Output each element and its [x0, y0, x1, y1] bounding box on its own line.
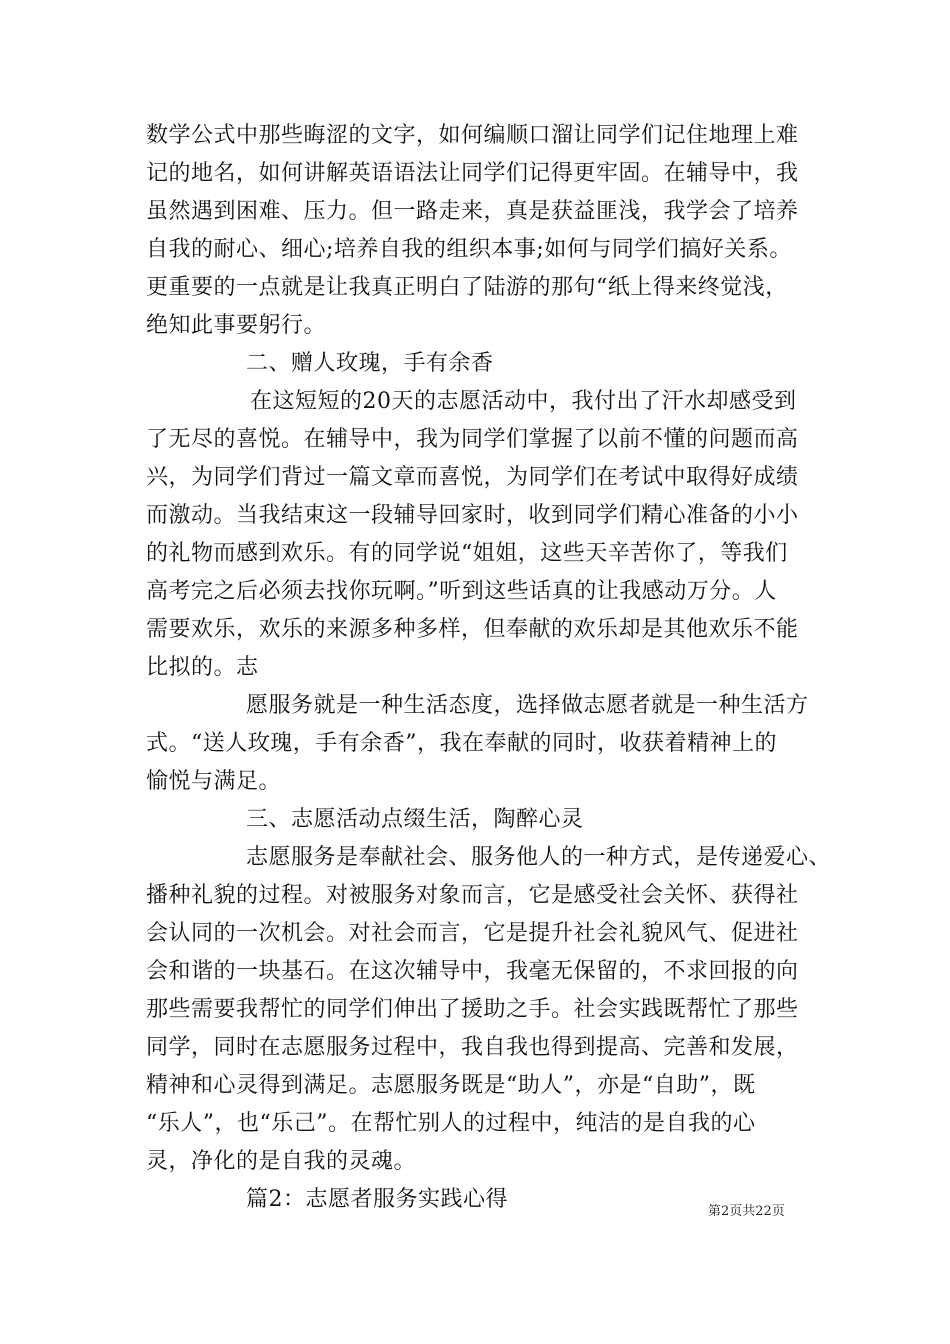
text-line: 更重要的一点就是让我真正明白了陆游的那句“纸上得来终觉浅， [146, 275, 788, 300]
section-heading: 三、志愿活动点缀生活，陶醉心灵 [246, 807, 584, 832]
text-line: 同学，同时在志愿服务过程中，我自我也得到提高、完善和发展， [146, 1035, 799, 1060]
text-line: 式。“送人玫瑰，手有余香”，我在奉献的同时，收获着精神上的 [146, 731, 777, 756]
text-line: 灵，净化的是自我的灵魂。 [146, 1149, 417, 1174]
article-heading: 篇2：志愿者服务实践心得 [246, 1187, 508, 1212]
text-line: 了无尽的喜悦。在辅导中，我为同学们掌握了以前不懂的问题而高 [146, 427, 799, 452]
text-line: 数学公式中那些晦涩的文字，如何编顺口溜让同学们记住地理上难 [146, 123, 799, 148]
text-line: 绝知此事要躬行。 [146, 313, 327, 338]
text-line: 愉悦与满足。 [146, 769, 282, 794]
section-heading: 二、赠人玫瑰，手有余香 [246, 351, 494, 376]
text-line: 兴，为同学们背过一篇文章而喜悦，为同学们在考试中取得好成绩 [146, 465, 799, 490]
text-line: 虽然遇到困难、压力。但一路走来，真是获益匪浅，我学会了培养 [146, 199, 799, 224]
text-line: 自我的耐心、细心;培养自我的组织本事;如何与同学们搞好关系。 [146, 237, 792, 262]
text-line: 需要欢乐，欢乐的来源多种多样，但奉献的欢乐却是其他欢乐不能 [146, 617, 799, 642]
text-line: 愿服务就是一种生活态度，选择做志愿者就是一种生活方 [246, 693, 809, 718]
text-line: 播种礼貌的过程。对被服务对象而言，它是感受社会关怀、获得社 [146, 883, 799, 908]
text-line: 在这短短的20天的志愿活动中，我付出了汗水却感受到 [250, 389, 797, 414]
text-line: 高考完之后必须去找你玩啊。”听到这些话真的让我感动万分。人 [146, 579, 777, 604]
text-line: “乐人”，也“乐己”。在帮忙别人的过程中，纯洁的是自我的心 [146, 1111, 756, 1136]
text-line: 比拟的。志 [146, 655, 259, 680]
text-line: 的礼物而感到欢乐。有的同学说“姐姐，这些天辛苦你了，等我们 [146, 541, 788, 566]
text-line: 精神和心灵得到满足。志愿服务既是“助人”，亦是“自助”，既 [146, 1073, 756, 1098]
text-line: 记的地名，如何讲解英语语法让同学们记得更牢固。在辅导中，我 [146, 161, 799, 186]
text-line: 那些需要我帮忙的同学们伸出了援助之手。社会实践既帮忙了那些 [146, 997, 799, 1022]
text-line: 会和谐的一块基石。在这次辅导中，我毫无保留的，不求回报的向 [146, 959, 799, 984]
text-line: 会认同的一次机会。对社会而言，它是提升社会礼貌风气、促进社 [146, 921, 799, 946]
text-line: 而激动。当我结束这一段辅导回家时，收到同学们精心准备的小小 [146, 503, 799, 528]
page-number-footer: 第2页共22页 [708, 1204, 785, 1219]
text-line: 志愿服务是奉献社会、服务他人的一种方式，是传递爱心、 [246, 845, 832, 870]
